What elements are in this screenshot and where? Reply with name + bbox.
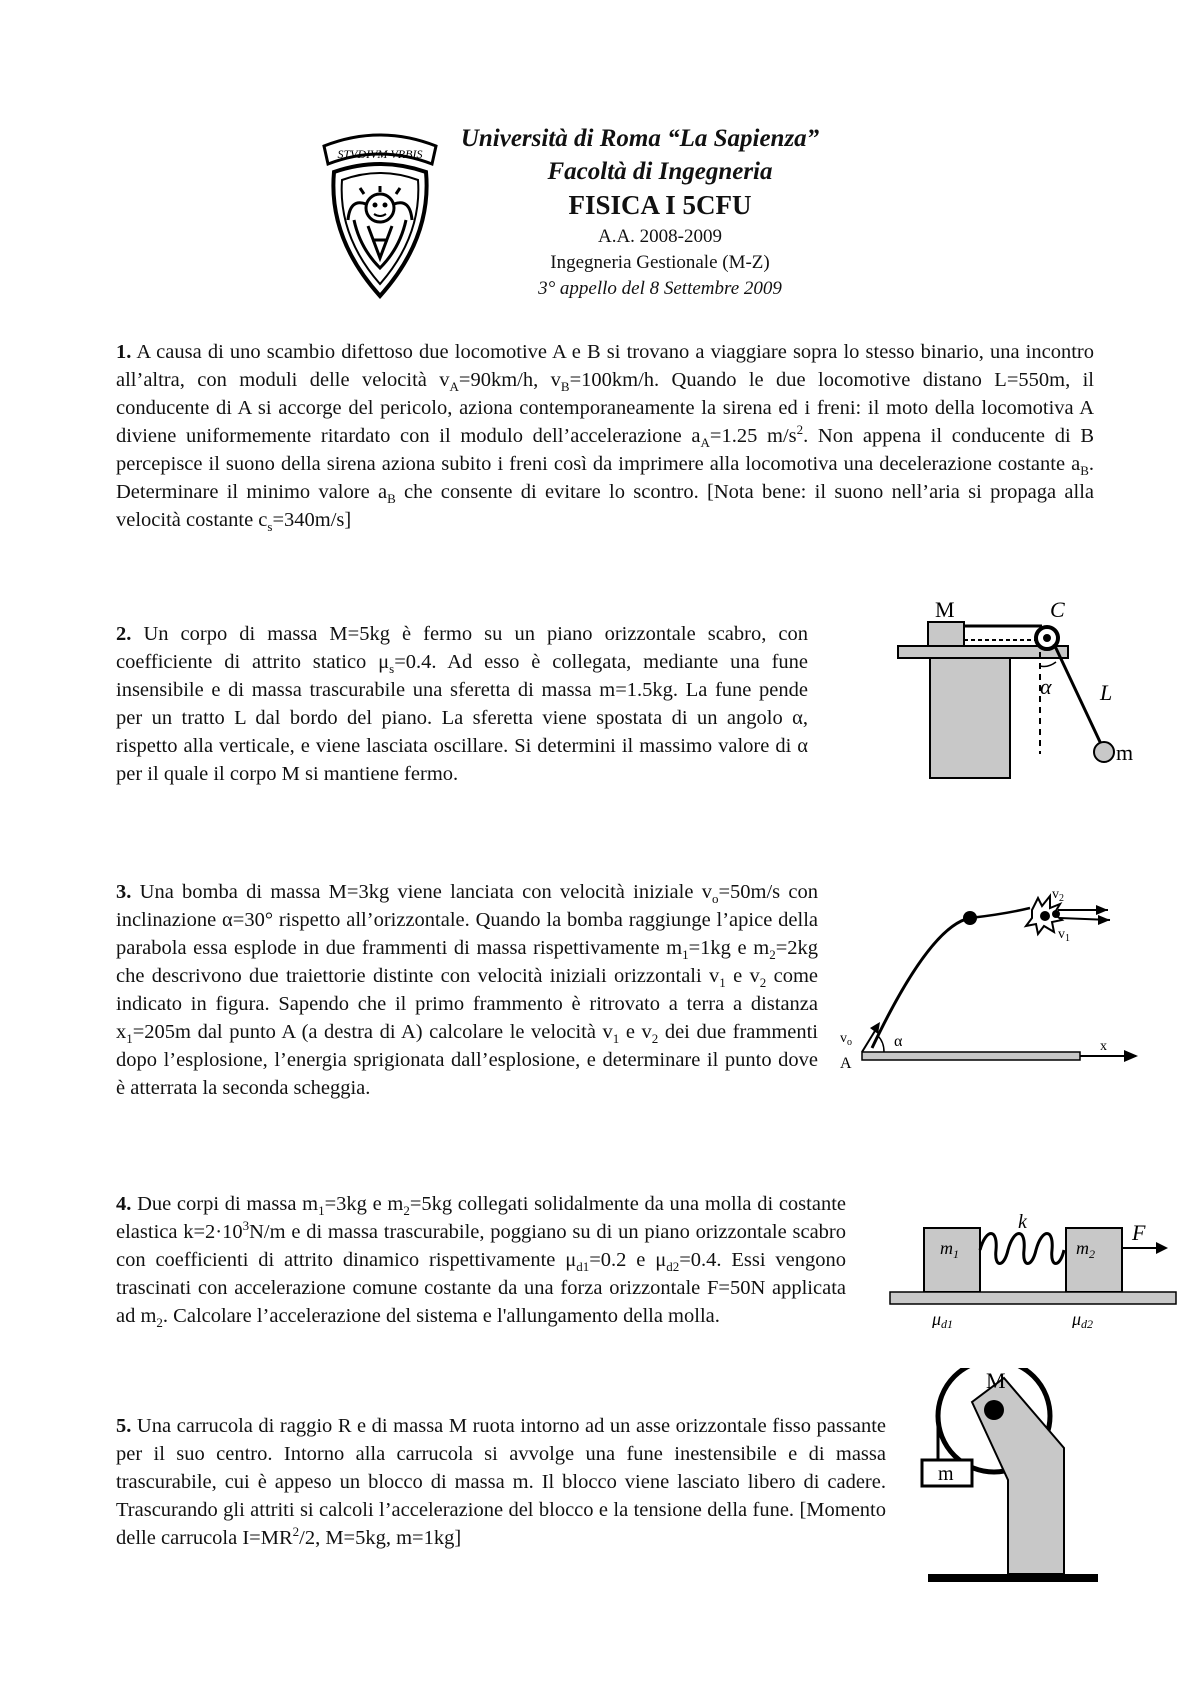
problem-number: 1.: [116, 341, 132, 363]
figure-2-pendulum-block: [880, 594, 1180, 790]
label-A: A: [840, 1055, 852, 1070]
ground: [862, 1052, 1080, 1060]
problem-1: 1. A causa di uno scambio difettoso due locomotive A e B si trovano a viaggiare sopra lo stesso binario, una incontro all’altra, con moduli delle velocità $v_A=90km/h$, $v_B=100km/h$. Quando le due locomotive distano L=550m, il conducente di A si accorge del pericolo, aziona contemporaneamente la sirena ed i freni: il moto della locomotiva A diviene uniformemente ritardato con il modulo dell’accelerazione $a_A=1.25$ $m/s^2$. Non appena il conducente di B percepisce il suono della sirena aziona subito i freni così da imprimere alla locomotiva una decelerazione costante $a_B$. Determinare il minimo valore $a_B$ che consente di evitare lo scontro. [Nota bene: il suono nell’aria si propaga alla velocità costante $c_s=340m/s$]: [116, 341, 1095, 535]
course-title: FISICA I 5CFU: [568, 190, 752, 220]
spring-k: [980, 1234, 1064, 1264]
label-C: C: [1050, 597, 1065, 622]
label-x: x: [1100, 1039, 1107, 1054]
problem-number: 3.: [116, 881, 132, 903]
label-alpha: α: [894, 1033, 903, 1050]
problem-number: 4.: [116, 1193, 132, 1215]
figure-3-projectile-explosion: [840, 886, 1140, 1070]
base: [928, 1574, 1098, 1582]
label-m2: $m_2$: [1076, 1238, 1095, 1261]
problem-5: 5. Una carrucola di raggio R e di massa M ruota intorno ad un asse orizzontale fisso passante per il suo centro. Intorno alla carrucola si avvolge una fune inestensibile e di massa trascurabile, cui è appeso un blocco di massa m. Il blocco viene lasciato libero di cadere. Trascurando gli attriti si calcoli l’accelerazione del blocco e la tensione della fune. [Momento delle carrucola $I=MR^2/2$, M=5kg, m=1kg]: [116, 1415, 886, 1549]
university-seal-logo: [320, 128, 440, 300]
label-L: L: [1100, 680, 1113, 705]
rope-pendulum: [1054, 644, 1101, 744]
label-F: F: [1132, 1220, 1146, 1245]
problem-number: 2.: [116, 623, 132, 645]
faculty-name: Facoltà di Ingegneria: [547, 158, 773, 185]
academic-year: A.A. 2008-2009: [597, 226, 723, 247]
figure-5-pulley: [904, 1368, 1104, 1588]
label-alpha: α: [1040, 674, 1052, 699]
seal-motto: STVDIVM VRBIS: [337, 147, 423, 161]
floor: [890, 1292, 1176, 1304]
figure-4-spring-blocks: [880, 1208, 1180, 1328]
label-mu-d1: μd1: [932, 1309, 954, 1328]
problem-3: 3. Una bomba di massa M=3kg viene lanciata con velocità iniziale $v_o=50m/s$ con inclinazione α=30° rispetto all’orizzontale. Quando la bomba raggiunge l’apice della parabola essa esplode in due frammenti di massa rispettivamente $m_1=1kg$ e $m_2=2kg$ che descrivono due traiettorie distinte con velocità iniziali orizzontali $v_1$ e $v_2$ come indicato in figura. Sapendo che il primo frammento è ritrovato a terra a distanza $x_1=205m$ dal punto A (a destra di A) calcolare le velocità $v_1$ e $v_2$ dei due frammenti dopo l’esplosione, l’energia sprigionata dall’esplosione, e determinare il punto dove è atterrata la seconda scheggia.: [116, 881, 819, 1099]
label-m: m: [938, 1463, 954, 1485]
table-leg: [930, 658, 1010, 778]
label-M: M: [986, 1368, 1006, 1393]
label-m1: $m_1$: [940, 1238, 959, 1261]
label-v1: $v_1$: [1058, 927, 1070, 944]
bomb: [963, 911, 977, 925]
pulley-axle: [984, 1400, 1004, 1420]
problem-4: 4. Due corpi di massa $m_1=3kg$ e $m_2=5kg$ collegati solidalmente da una molla di costante elastica $k=2\cdot 10^3N/m$ e di massa trascurabile, poggiano su di un piano orizzontale scabro con coefficienti di attrito dinamico rispettivamente $\mu_{d1}=0.2$ e $\mu_{d2}=0.4$. Essi vengono trascinati con accelerazione comune costante da una forza orizzontale F=50N applicata ad $m_2$. Calcolare l’accelerazione del sistema e l'allungamento della molla.: [116, 1193, 847, 1331]
degree-program: Ingegneria Gestionale (M-Z): [550, 252, 770, 273]
exam-session: 3° appello del 8 Settembre 2009: [538, 278, 782, 299]
block-M: [928, 622, 964, 646]
trajectory-rise: [872, 918, 970, 1048]
sphere-m: [1094, 742, 1114, 762]
exam-header: [440, 126, 880, 298]
problem-2: 2. Un corpo di massa M=5kg è fermo su un piano orizzontale scabro, con coefficiente di attrito statico $\mu_s=0.4$. Ad esso è collegata, mediante una fune insensibile e di massa trascurabile una sferetta di massa m=1.5kg. La fune pende per un tratto L dal bordo del piano. La sferetta viene spostata di un angolo α, rispetto alla verticale, e viene lasciata oscillare. Si determini il massimo valore di α per il quale il corpo M si mantiene fermo.: [116, 623, 809, 785]
label-k: k: [1018, 1211, 1027, 1233]
label-M: M: [935, 597, 955, 622]
label-v2: $v_2$: [1052, 887, 1064, 904]
problem-number: 5.: [116, 1415, 132, 1437]
university-name: Università di Roma “La Sapienza”: [460, 125, 820, 152]
label-vo: $v_o$: [840, 1031, 852, 1048]
label-m: m: [1116, 740, 1134, 765]
label-mu-d2: μd2: [1072, 1309, 1094, 1328]
